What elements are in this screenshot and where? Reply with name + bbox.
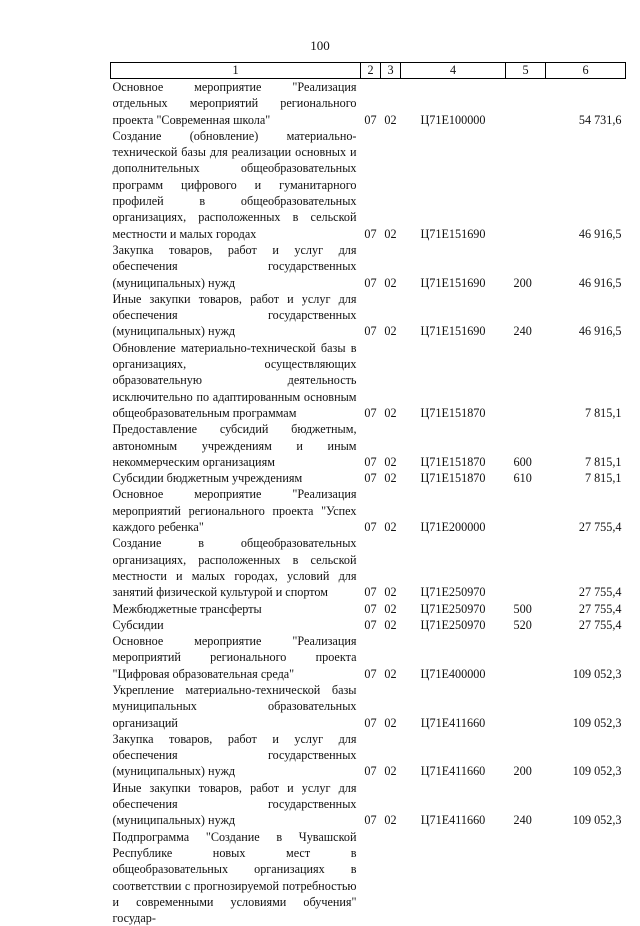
section-code: 07 (361, 617, 381, 633)
expense-type-code: 240 (506, 291, 546, 340)
amount: 27 755,4 (546, 535, 626, 600)
header-col-2: 2 (361, 63, 381, 79)
amount: 7 815,1 (546, 340, 626, 421)
section-code: 07 (361, 601, 381, 617)
amount: 46 916,5 (546, 291, 626, 340)
target-article-code: Ц71E100000 (401, 79, 506, 128)
subsection-code: 02 (381, 617, 401, 633)
row-name: Субсидии (111, 617, 361, 633)
expense-type-code (506, 128, 546, 242)
table-row (111, 128, 626, 242)
expense-type-code (506, 486, 546, 535)
subsection-code: 02 (381, 535, 401, 600)
page-number: 100 (0, 38, 640, 54)
table-row (111, 291, 626, 340)
subsection-code: 02 (381, 340, 401, 421)
target-article-code: Ц71E151690 (401, 291, 506, 340)
expense-type-code: 600 (506, 421, 546, 470)
amount: 46 916,5 (546, 242, 626, 291)
target-article-code: Ц71E250970 (401, 601, 506, 617)
section-code: 07 (361, 633, 381, 682)
amount: 27 755,4 (546, 601, 626, 617)
row-name: Закупка товаров, работ и услуг для обеспечения государственных (муниципальных) нужд (111, 731, 361, 780)
amount: 109 052,3 (546, 633, 626, 682)
amount: 7 815,1 (546, 421, 626, 470)
section-code: 07 (361, 242, 381, 291)
budget-table (110, 62, 626, 926)
target-article-code: Ц71E411660 (401, 731, 506, 780)
amount: 7 815,1 (546, 470, 626, 486)
header-col-4: 4 (401, 63, 506, 79)
section-code: 07 (361, 128, 381, 242)
header-col-5: 5 (506, 63, 546, 79)
subsection-code (381, 829, 401, 926)
row-name: Обновление материально-технической базы в организациях, осуществляющих образовательную деятельность исключительно по адаптированным основным общеобразовательным программам (111, 340, 361, 421)
header-col-6: 6 (546, 63, 626, 79)
expense-type-code (506, 829, 546, 926)
section-code: 07 (361, 535, 381, 600)
table-row (111, 470, 626, 486)
amount: 46 916,5 (546, 128, 626, 242)
row-name: Закупка товаров, работ и услуг для обеспечения государственных (муниципальных) нужд (111, 242, 361, 291)
row-name: Иные закупки товаров, работ и услуг для обеспечения государственных (муниципальных) нужд (111, 780, 361, 829)
expense-type-code: 200 (506, 731, 546, 780)
row-name: Основное мероприятие "Реализация мероприятий регионального проекта "Успех каждого ребенка" (111, 486, 361, 535)
row-name: Создание в общеобразовательных организациях, расположенных в сельской местности и малых городах, условий для занятий физической культурой и спортом (111, 535, 361, 600)
section-code: 07 (361, 731, 381, 780)
row-name: Межбюджетные трансферты (111, 601, 361, 617)
row-name: Укрепление материально-технической базы муниципальных образовательных организаций (111, 682, 361, 731)
table-body (111, 79, 626, 926)
header-col-1: 1 (111, 63, 361, 79)
amount: 109 052,3 (546, 682, 626, 731)
section-code: 07 (361, 682, 381, 731)
target-article-code: Ц71E151870 (401, 340, 506, 421)
row-name: Иные закупки товаров, работ и услуг для обеспечения государственных (муниципальных) нужд (111, 291, 361, 340)
section-code: 07 (361, 486, 381, 535)
table-row (111, 486, 626, 535)
row-name: Субсидии бюджетным учреждениям (111, 470, 361, 486)
section-code: 07 (361, 79, 381, 128)
subsection-code: 02 (381, 731, 401, 780)
subsection-code: 02 (381, 291, 401, 340)
row-name: Предоставление субсидий бюджетным, автономным учреждениям и иным некоммерческим организациям (111, 421, 361, 470)
table-header-row (111, 63, 626, 79)
row-name: Основное мероприятие "Реализация мероприятий регионального проекта "Цифровая образовательная среда" (111, 633, 361, 682)
target-article-code: Ц71E250970 (401, 617, 506, 633)
expense-type-code (506, 682, 546, 731)
row-name: Основное мероприятие "Реализация отдельных мероприятий регионального проекта "Современная школа" (111, 79, 361, 128)
table-row (111, 682, 626, 731)
row-name: Создание (обновление) материально-технической базы для реализации основных и дополнительных общеобразовательных программ цифрового и гуманитарного профилей в общеобразовательных организациях, расположенных в сельской местности и малых городах (111, 128, 361, 242)
amount: 27 755,4 (546, 486, 626, 535)
section-code (361, 829, 381, 926)
section-code: 07 (361, 470, 381, 486)
table-row (111, 617, 626, 633)
subsection-code: 02 (381, 242, 401, 291)
amount: 109 052,3 (546, 780, 626, 829)
section-code: 07 (361, 421, 381, 470)
table-row (111, 731, 626, 780)
target-article-code: Ц71E151690 (401, 242, 506, 291)
expense-type-code: 240 (506, 780, 546, 829)
subsection-code: 02 (381, 486, 401, 535)
table-row (111, 242, 626, 291)
table-row (111, 535, 626, 600)
target-article-code: Ц71E250970 (401, 535, 506, 600)
subsection-code: 02 (381, 470, 401, 486)
expense-type-code (506, 340, 546, 421)
table-row (111, 633, 626, 682)
subsection-code: 02 (381, 601, 401, 617)
expense-type-code: 520 (506, 617, 546, 633)
section-code: 07 (361, 780, 381, 829)
target-article-code: Ц71E151870 (401, 470, 506, 486)
target-article-code: Ц71E200000 (401, 486, 506, 535)
table-row (111, 780, 626, 829)
table-row (111, 79, 626, 128)
amount: 27 755,4 (546, 617, 626, 633)
amount: 54 731,6 (546, 79, 626, 128)
section-code: 07 (361, 291, 381, 340)
row-name: Подпрограмма "Создание в Чувашской Республике новых мест в общеобразовательных организациях в соответствии с прогнозируемой потребностью и современными условиями обучения" государ- (111, 829, 361, 926)
subsection-code: 02 (381, 682, 401, 731)
amount (546, 829, 626, 926)
table-row (111, 340, 626, 421)
expense-type-code (506, 535, 546, 600)
section-code: 07 (361, 340, 381, 421)
subsection-code: 02 (381, 421, 401, 470)
expense-type-code: 500 (506, 601, 546, 617)
expense-type-code: 610 (506, 470, 546, 486)
subsection-code: 02 (381, 633, 401, 682)
expense-type-code (506, 79, 546, 128)
table-row (111, 421, 626, 470)
expense-type-code (506, 633, 546, 682)
target-article-code: Ц71E151690 (401, 128, 506, 242)
subsection-code: 02 (381, 79, 401, 128)
table-row (111, 601, 626, 617)
target-article-code: Ц71E411660 (401, 682, 506, 731)
header-col-3: 3 (381, 63, 401, 79)
target-article-code: Ц71E151870 (401, 421, 506, 470)
subsection-code: 02 (381, 128, 401, 242)
table-row (111, 829, 626, 926)
amount: 109 052,3 (546, 731, 626, 780)
target-article-code: Ц71E411660 (401, 780, 506, 829)
target-article-code (401, 829, 506, 926)
expense-type-code: 200 (506, 242, 546, 291)
subsection-code: 02 (381, 780, 401, 829)
target-article-code: Ц71E400000 (401, 633, 506, 682)
